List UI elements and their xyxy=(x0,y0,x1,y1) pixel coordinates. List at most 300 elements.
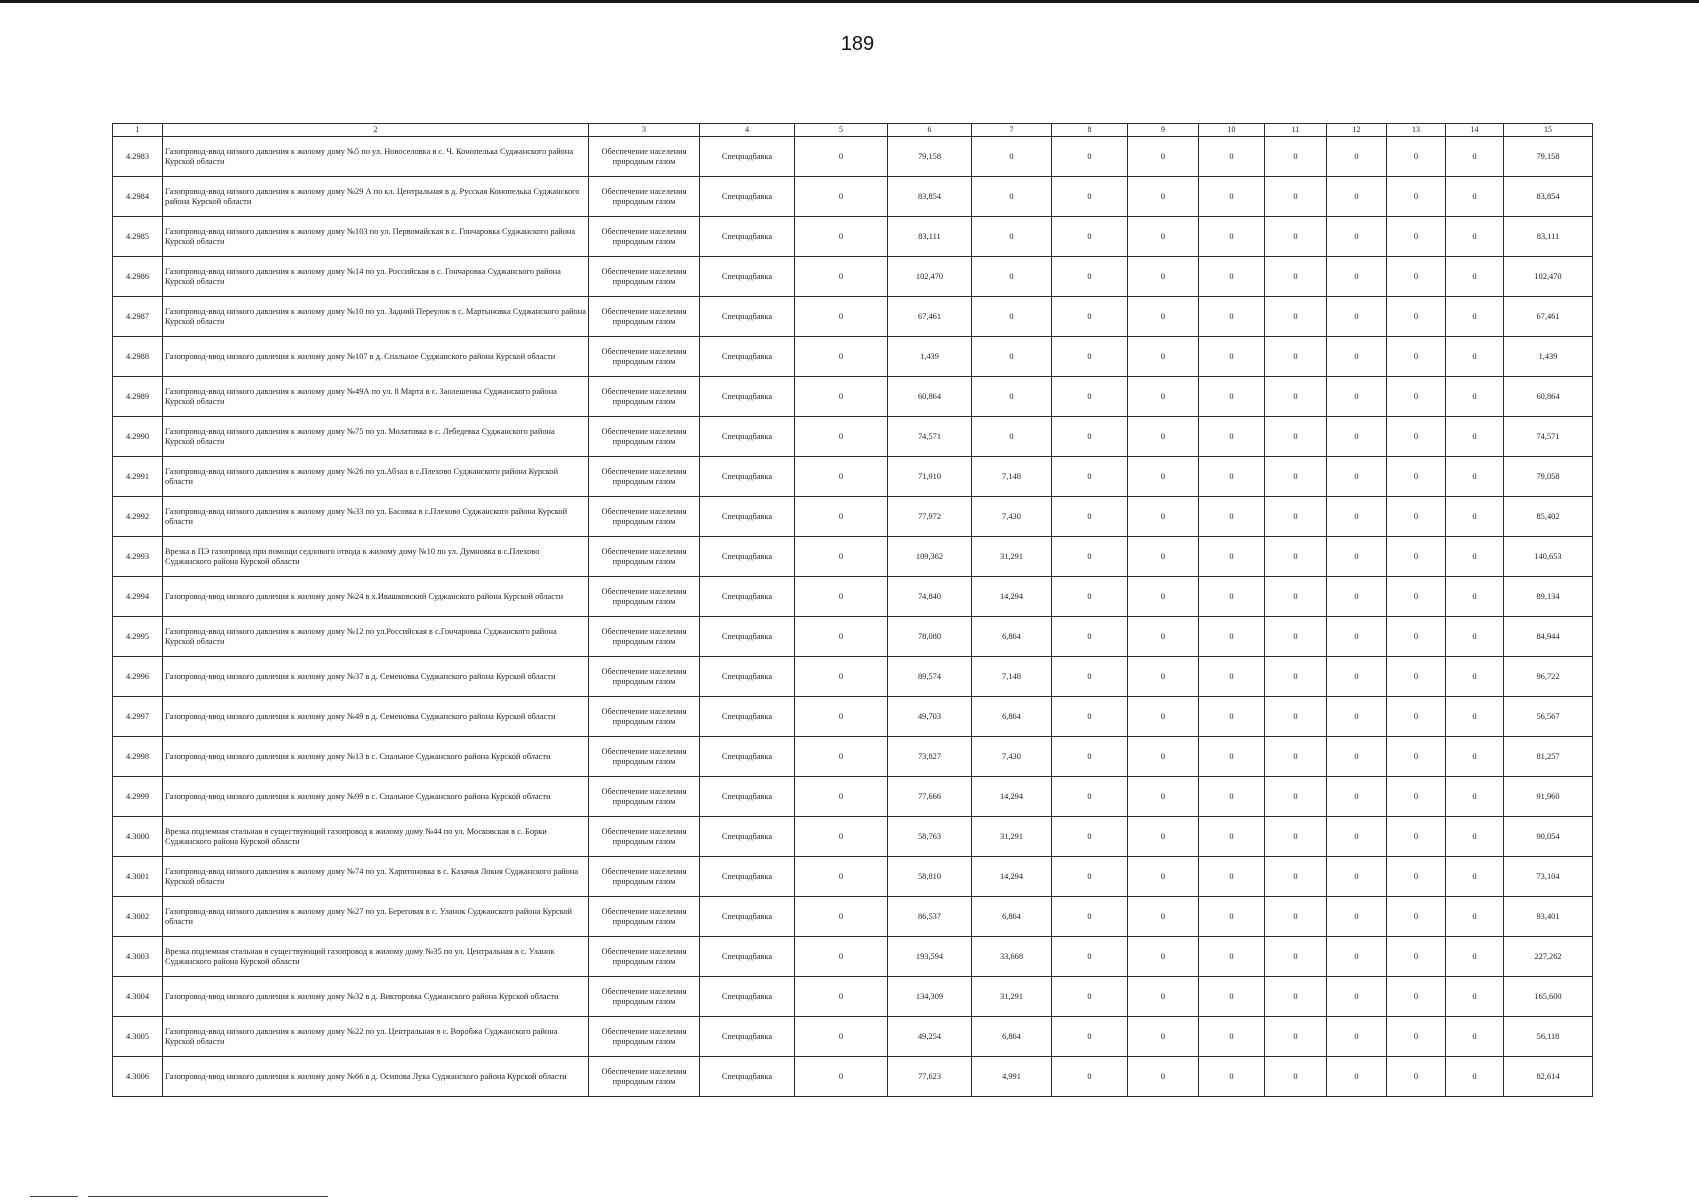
col12-value: 0 xyxy=(1327,217,1387,257)
col14-value: 0 xyxy=(1446,537,1504,577)
col7-value: 6,864 xyxy=(972,1017,1052,1057)
col8-value: 0 xyxy=(1052,417,1128,457)
col11-value: 0 xyxy=(1265,1017,1327,1057)
col6-value: 86,537 xyxy=(888,897,972,937)
total-value: 81,257 xyxy=(1504,737,1593,777)
total-value: 102,470 xyxy=(1504,257,1593,297)
row-id: 4.3001 xyxy=(113,857,163,897)
col13-value: 0 xyxy=(1387,937,1446,977)
col14-value: 0 xyxy=(1446,617,1504,657)
purpose-cell: Обеспечение населения природным газом xyxy=(589,857,700,897)
col10-value: 0 xyxy=(1199,417,1265,457)
col13-value: 0 xyxy=(1387,177,1446,217)
table-row xyxy=(113,257,1593,297)
purpose-cell: Обеспечение населения природным газом xyxy=(589,497,700,537)
object-description: Газопровод-ввод низкого давления к жилому дому №5 по ул. Новоселовка в с. Ч. Конопелька Суджанского района Курской области xyxy=(163,137,589,177)
col14-value: 0 xyxy=(1446,817,1504,857)
col13-value: 0 xyxy=(1387,617,1446,657)
table-row xyxy=(113,817,1593,857)
col10-value: 0 xyxy=(1199,697,1265,737)
total-value: 165,600 xyxy=(1504,977,1593,1017)
col14-value: 0 xyxy=(1446,1017,1504,1057)
col8-value: 0 xyxy=(1052,897,1128,937)
funding-source: Спецнадбавка xyxy=(700,337,795,377)
col14-value: 0 xyxy=(1446,777,1504,817)
total-value: 82,614 xyxy=(1504,1057,1593,1097)
col13-value: 0 xyxy=(1387,1057,1446,1097)
col8-value: 0 xyxy=(1052,497,1128,537)
col11-value: 0 xyxy=(1265,497,1327,537)
col6-value: 193,594 xyxy=(888,937,972,977)
funding-source: Спецнадбавка xyxy=(700,817,795,857)
funding-source: Спецнадбавка xyxy=(700,377,795,417)
funding-source: Спецнадбавка xyxy=(700,177,795,217)
funding-source: Спецнадбавка xyxy=(700,297,795,337)
col6-value: 49,703 xyxy=(888,697,972,737)
col10-value: 0 xyxy=(1199,257,1265,297)
row-id: 4.3000 xyxy=(113,817,163,857)
col5-value: 0 xyxy=(795,257,888,297)
col7-value: 31,291 xyxy=(972,817,1052,857)
purpose-cell: Обеспечение населения природным газом xyxy=(589,777,700,817)
col10-value: 0 xyxy=(1199,337,1265,377)
object-description: Врезка в ПЭ газопровод при помощи седлового отвода к жилому дому №10 по ул. Думновка в с.Плехово Суджанского района Курской области xyxy=(163,537,589,577)
col10-value: 0 xyxy=(1199,657,1265,697)
purpose-cell: Обеспечение населения природным газом xyxy=(589,457,700,497)
col5-value: 0 xyxy=(795,617,888,657)
col12-value: 0 xyxy=(1327,937,1387,977)
col7-value: 14,294 xyxy=(972,857,1052,897)
col11-value: 0 xyxy=(1265,817,1327,857)
col13-value: 0 xyxy=(1387,537,1446,577)
col9-value: 0 xyxy=(1128,817,1199,857)
col13-value: 0 xyxy=(1387,377,1446,417)
col11-value: 0 xyxy=(1265,897,1327,937)
col14-value: 0 xyxy=(1446,337,1504,377)
col12-value: 0 xyxy=(1327,977,1387,1017)
col6-value: 73,827 xyxy=(888,737,972,777)
object-description: Газопровод-ввод низкого давления к жилому дому №99 в с. Спальное Суджанского района Курской области xyxy=(163,777,589,817)
table-row xyxy=(113,297,1593,337)
funding-source: Спецнадбавка xyxy=(700,1017,795,1057)
object-description: Газопровод-ввод низкого давления к жилому дому №24 в х.Ивашковский Суджанского района Курской области xyxy=(163,577,589,617)
col6-value: 89,574 xyxy=(888,657,972,697)
col10-value: 0 xyxy=(1199,297,1265,337)
col12-value: 0 xyxy=(1327,1057,1387,1097)
col14-value: 0 xyxy=(1446,457,1504,497)
column-header: 6 xyxy=(888,124,972,137)
col6-value: 74,840 xyxy=(888,577,972,617)
col8-value: 0 xyxy=(1052,217,1128,257)
col14-value: 0 xyxy=(1446,937,1504,977)
col12-value: 0 xyxy=(1327,857,1387,897)
col13-value: 0 xyxy=(1387,777,1446,817)
table-row xyxy=(113,857,1593,897)
row-id: 4.2983 xyxy=(113,137,163,177)
column-header: 10 xyxy=(1199,124,1265,137)
col8-value: 0 xyxy=(1052,577,1128,617)
column-header: 3 xyxy=(589,124,700,137)
table-row xyxy=(113,617,1593,657)
col14-value: 0 xyxy=(1446,177,1504,217)
col5-value: 0 xyxy=(795,737,888,777)
column-header: 9 xyxy=(1128,124,1199,137)
col10-value: 0 xyxy=(1199,177,1265,217)
col8-value: 0 xyxy=(1052,817,1128,857)
col9-value: 0 xyxy=(1128,737,1199,777)
funding-source: Спецнадбавка xyxy=(700,897,795,937)
col5-value: 0 xyxy=(795,817,888,857)
col14-value: 0 xyxy=(1446,1057,1504,1097)
col5-value: 0 xyxy=(795,297,888,337)
total-value: 83,854 xyxy=(1504,177,1593,217)
col12-value: 0 xyxy=(1327,377,1387,417)
column-header: 14 xyxy=(1446,124,1504,137)
col8-value: 0 xyxy=(1052,657,1128,697)
col10-value: 0 xyxy=(1199,977,1265,1017)
col11-value: 0 xyxy=(1265,177,1327,217)
row-id: 4.2988 xyxy=(113,337,163,377)
column-header: 8 xyxy=(1052,124,1128,137)
col9-value: 0 xyxy=(1128,217,1199,257)
col7-value: 0 xyxy=(972,417,1052,457)
col11-value: 0 xyxy=(1265,1057,1327,1097)
col12-value: 0 xyxy=(1327,657,1387,697)
row-id: 4.2997 xyxy=(113,697,163,737)
col12-value: 0 xyxy=(1327,617,1387,657)
col5-value: 0 xyxy=(795,577,888,617)
object-description: Газопровод-ввод низкого давления к жилому дому №66 в д. Осипова Лука Суджанского района Курской области xyxy=(163,1057,589,1097)
col8-value: 0 xyxy=(1052,297,1128,337)
total-value: 227,262 xyxy=(1504,937,1593,977)
col14-value: 0 xyxy=(1446,137,1504,177)
col9-value: 0 xyxy=(1128,537,1199,577)
col11-value: 0 xyxy=(1265,217,1327,257)
col13-value: 0 xyxy=(1387,337,1446,377)
col9-value: 0 xyxy=(1128,1057,1199,1097)
table-row xyxy=(113,537,1593,577)
col7-value: 6,864 xyxy=(972,697,1052,737)
funding-source: Спецнадбавка xyxy=(700,737,795,777)
purpose-cell: Обеспечение населения природным газом xyxy=(589,257,700,297)
col9-value: 0 xyxy=(1128,137,1199,177)
col12-value: 0 xyxy=(1327,1017,1387,1057)
total-value: 89,134 xyxy=(1504,577,1593,617)
col13-value: 0 xyxy=(1387,857,1446,897)
col11-value: 0 xyxy=(1265,777,1327,817)
funding-source: Спецнадбавка xyxy=(700,857,795,897)
total-value: 140,653 xyxy=(1504,537,1593,577)
col8-value: 0 xyxy=(1052,857,1128,897)
col14-value: 0 xyxy=(1446,697,1504,737)
col7-value: 0 xyxy=(972,297,1052,337)
row-id: 4.2994 xyxy=(113,577,163,617)
col14-value: 0 xyxy=(1446,977,1504,1017)
col8-value: 0 xyxy=(1052,537,1128,577)
object-description: Газопровод-ввод низкого давления к жилому дому №49А по ул. 8 Марта в с. Заолешенка Суджанского района Курской области xyxy=(163,377,589,417)
funding-source: Спецнадбавка xyxy=(700,977,795,1017)
purpose-cell: Обеспечение населения природным газом xyxy=(589,377,700,417)
col9-value: 0 xyxy=(1128,697,1199,737)
col6-value: 83,111 xyxy=(888,217,972,257)
col14-value: 0 xyxy=(1446,497,1504,537)
col13-value: 0 xyxy=(1387,297,1446,337)
col5-value: 0 xyxy=(795,977,888,1017)
col9-value: 0 xyxy=(1128,657,1199,697)
column-header: 4 xyxy=(700,124,795,137)
table-row xyxy=(113,1057,1593,1097)
col9-value: 0 xyxy=(1128,777,1199,817)
col7-value: 31,291 xyxy=(972,537,1052,577)
col8-value: 0 xyxy=(1052,337,1128,377)
col8-value: 0 xyxy=(1052,377,1128,417)
col13-value: 0 xyxy=(1387,257,1446,297)
col7-value: 0 xyxy=(972,177,1052,217)
col10-value: 0 xyxy=(1199,377,1265,417)
col10-value: 0 xyxy=(1199,1057,1265,1097)
table-row xyxy=(113,697,1593,737)
col10-value: 0 xyxy=(1199,577,1265,617)
row-id: 4.2993 xyxy=(113,537,163,577)
purpose-cell: Обеспечение населения природным газом xyxy=(589,577,700,617)
col7-value: 7,148 xyxy=(972,457,1052,497)
row-id: 4.3005 xyxy=(113,1017,163,1057)
row-id: 4.3006 xyxy=(113,1057,163,1097)
col10-value: 0 xyxy=(1199,497,1265,537)
col9-value: 0 xyxy=(1128,257,1199,297)
table-row xyxy=(113,657,1593,697)
col5-value: 0 xyxy=(795,497,888,537)
funding-source: Спецнадбавка xyxy=(700,217,795,257)
object-description: Газопровод-ввод низкого давления к жилому дому №33 по ул. Басовка в с.Плехово Суджанского района Курской области xyxy=(163,497,589,537)
col9-value: 0 xyxy=(1128,337,1199,377)
column-header: 11 xyxy=(1265,124,1327,137)
purpose-cell: Обеспечение населения природным газом xyxy=(589,1017,700,1057)
col14-value: 0 xyxy=(1446,857,1504,897)
col10-value: 0 xyxy=(1199,217,1265,257)
col8-value: 0 xyxy=(1052,177,1128,217)
col7-value: 6,864 xyxy=(972,897,1052,937)
table-row xyxy=(113,377,1593,417)
col5-value: 0 xyxy=(795,417,888,457)
col9-value: 0 xyxy=(1128,177,1199,217)
object-description: Газопровод-ввод низкого давления к жилому дому №37 в д. Семеновка Суджанского района Курской области xyxy=(163,657,589,697)
col7-value: 7,430 xyxy=(972,737,1052,777)
funding-source: Спецнадбавка xyxy=(700,777,795,817)
col8-value: 0 xyxy=(1052,1057,1128,1097)
column-header: 13 xyxy=(1387,124,1446,137)
col5-value: 0 xyxy=(795,377,888,417)
row-id: 4.3002 xyxy=(113,897,163,937)
column-header: 1 xyxy=(113,124,163,137)
col10-value: 0 xyxy=(1199,137,1265,177)
col12-value: 0 xyxy=(1327,897,1387,937)
footer-lines xyxy=(30,1196,330,1198)
col7-value: 4,991 xyxy=(972,1057,1052,1097)
col5-value: 0 xyxy=(795,1057,888,1097)
col9-value: 0 xyxy=(1128,897,1199,937)
table-row xyxy=(113,217,1593,257)
table-row xyxy=(113,497,1593,537)
purpose-cell: Обеспечение населения природным газом xyxy=(589,657,700,697)
object-description: Газопровод-ввод низкого давления к жилому дому №14 по ул. Российская в с. Гончаровка Суджанского района Курской области xyxy=(163,257,589,297)
col13-value: 0 xyxy=(1387,577,1446,617)
purpose-cell: Обеспечение населения природным газом xyxy=(589,977,700,1017)
object-description: Газопровод-ввод низкого давления к жилому дому №10 по ул. Задний Переулок в с. Мартыновка Суджанского района Курской области xyxy=(163,297,589,337)
table-row xyxy=(113,417,1593,457)
col10-value: 0 xyxy=(1199,737,1265,777)
purpose-cell: Обеспечение населения природным газом xyxy=(589,697,700,737)
col8-value: 0 xyxy=(1052,937,1128,977)
table-row xyxy=(113,977,1593,1017)
purpose-cell: Обеспечение населения природным газом xyxy=(589,937,700,977)
col11-value: 0 xyxy=(1265,577,1327,617)
col6-value: 134,309 xyxy=(888,977,972,1017)
col6-value: 71,910 xyxy=(888,457,972,497)
col13-value: 0 xyxy=(1387,137,1446,177)
col12-value: 0 xyxy=(1327,737,1387,777)
col6-value: 78,080 xyxy=(888,617,972,657)
funding-source: Спецнадбавка xyxy=(700,457,795,497)
col9-value: 0 xyxy=(1128,377,1199,417)
col8-value: 0 xyxy=(1052,137,1128,177)
table-row xyxy=(113,577,1593,617)
row-id: 4.2987 xyxy=(113,297,163,337)
col5-value: 0 xyxy=(795,937,888,977)
col11-value: 0 xyxy=(1265,617,1327,657)
col6-value: 60,864 xyxy=(888,377,972,417)
table-row xyxy=(113,177,1593,217)
total-value: 85,402 xyxy=(1504,497,1593,537)
col9-value: 0 xyxy=(1128,617,1199,657)
purpose-cell: Обеспечение населения природным газом xyxy=(589,617,700,657)
purpose-cell: Обеспечение населения природным газом xyxy=(589,337,700,377)
col6-value: 58,763 xyxy=(888,817,972,857)
funding-source: Спецнадбавка xyxy=(700,577,795,617)
col6-value: 67,461 xyxy=(888,297,972,337)
col13-value: 0 xyxy=(1387,697,1446,737)
table-row xyxy=(113,937,1593,977)
col8-value: 0 xyxy=(1052,777,1128,817)
total-value: 96,722 xyxy=(1504,657,1593,697)
col6-value: 77,972 xyxy=(888,497,972,537)
col7-value: 0 xyxy=(972,217,1052,257)
column-header: 2 xyxy=(163,124,589,137)
col9-value: 0 xyxy=(1128,457,1199,497)
col8-value: 0 xyxy=(1052,697,1128,737)
column-header: 5 xyxy=(795,124,888,137)
col5-value: 0 xyxy=(795,217,888,257)
object-description: Газопровод-ввод низкого давления к жилому дому №32 в д. Викторовка Суджанского района Курской области xyxy=(163,977,589,1017)
col5-value: 0 xyxy=(795,337,888,377)
purpose-cell: Обеспечение населения природным газом xyxy=(589,817,700,857)
col13-value: 0 xyxy=(1387,497,1446,537)
object-description: Газопровод-ввод низкого давления к жилому дому №103 по ул. Первомайская в с. Гончаровка Суджанского района Курской области xyxy=(163,217,589,257)
col11-value: 0 xyxy=(1265,857,1327,897)
col14-value: 0 xyxy=(1446,737,1504,777)
col10-value: 0 xyxy=(1199,897,1265,937)
purpose-cell: Обеспечение населения природным газом xyxy=(589,137,700,177)
object-description: Врезка подземная стальная в существующий газопровод к жилому дому №44 по ул. Московская в с. Борки Суджанского района Курской области xyxy=(163,817,589,857)
purpose-cell: Обеспечение населения природным газом xyxy=(589,417,700,457)
col10-value: 0 xyxy=(1199,937,1265,977)
col14-value: 0 xyxy=(1446,657,1504,697)
funding-source: Спецнадбавка xyxy=(700,137,795,177)
row-id: 4.2984 xyxy=(113,177,163,217)
funding-source: Спецнадбавка xyxy=(700,417,795,457)
row-id: 4.3003 xyxy=(113,937,163,977)
col6-value: 83,854 xyxy=(888,177,972,217)
col12-value: 0 xyxy=(1327,497,1387,537)
table-row xyxy=(113,137,1593,177)
col11-value: 0 xyxy=(1265,457,1327,497)
total-value: 1,439 xyxy=(1504,337,1593,377)
col5-value: 0 xyxy=(795,1017,888,1057)
col12-value: 0 xyxy=(1327,457,1387,497)
object-description: Газопровод-ввод низкого давления к жилому дому №107 в д. Спальное Суджанского района Курской области xyxy=(163,337,589,377)
col7-value: 14,294 xyxy=(972,577,1052,617)
col6-value: 58,810 xyxy=(888,857,972,897)
object-description: Газопровод-ввод низкого давления к жилому дому №12 по ул.Российская в с.Гончаровка Суджанского района Курской области xyxy=(163,617,589,657)
col12-value: 0 xyxy=(1327,337,1387,377)
column-header: 7 xyxy=(972,124,1052,137)
object-description: Газопровод-ввод низкого давления к жилому дому №74 по ул. Харитоновка в с. Казачья Локня Суджанского района Курской области xyxy=(163,857,589,897)
col13-value: 0 xyxy=(1387,457,1446,497)
col12-value: 0 xyxy=(1327,137,1387,177)
object-description: Газопровод-ввод низкого давления к жилому дому №29 А по кл. Центральная в д. Русская Конопелька Суджанского района Курской области xyxy=(163,177,589,217)
funding-source: Спецнадбавка xyxy=(700,937,795,977)
col8-value: 0 xyxy=(1052,977,1128,1017)
col14-value: 0 xyxy=(1446,377,1504,417)
col11-value: 0 xyxy=(1265,657,1327,697)
total-value: 83,111 xyxy=(1504,217,1593,257)
col14-value: 0 xyxy=(1446,297,1504,337)
col10-value: 0 xyxy=(1199,857,1265,897)
col8-value: 0 xyxy=(1052,1017,1128,1057)
col13-value: 0 xyxy=(1387,897,1446,937)
funding-source: Спецнадбавка xyxy=(700,697,795,737)
table-row xyxy=(113,737,1593,777)
col7-value: 14,294 xyxy=(972,777,1052,817)
col8-value: 0 xyxy=(1052,257,1128,297)
total-value: 74,571 xyxy=(1504,417,1593,457)
col6-value: 102,470 xyxy=(888,257,972,297)
col10-value: 0 xyxy=(1199,817,1265,857)
row-id: 4.2995 xyxy=(113,617,163,657)
object-description: Газопровод-ввод низкого давления к жилому дому №49 в д. Семеновка Суджанского района Курской области xyxy=(163,697,589,737)
total-value: 67,461 xyxy=(1504,297,1593,337)
col13-value: 0 xyxy=(1387,657,1446,697)
col6-value: 77,623 xyxy=(888,1057,972,1097)
col11-value: 0 xyxy=(1265,937,1327,977)
col14-value: 0 xyxy=(1446,217,1504,257)
total-value: 93,401 xyxy=(1504,897,1593,937)
table-row xyxy=(113,897,1593,937)
footer-rule-long xyxy=(88,1196,328,1197)
col14-value: 0 xyxy=(1446,897,1504,937)
col8-value: 0 xyxy=(1052,617,1128,657)
row-id: 4.2989 xyxy=(113,377,163,417)
col7-value: 0 xyxy=(972,337,1052,377)
col10-value: 0 xyxy=(1199,1017,1265,1057)
col5-value: 0 xyxy=(795,457,888,497)
col11-value: 0 xyxy=(1265,737,1327,777)
col5-value: 0 xyxy=(795,897,888,937)
row-id: 4.2985 xyxy=(113,217,163,257)
col12-value: 0 xyxy=(1327,777,1387,817)
col9-value: 0 xyxy=(1128,577,1199,617)
purpose-cell: Обеспечение населения природным газом xyxy=(589,737,700,777)
